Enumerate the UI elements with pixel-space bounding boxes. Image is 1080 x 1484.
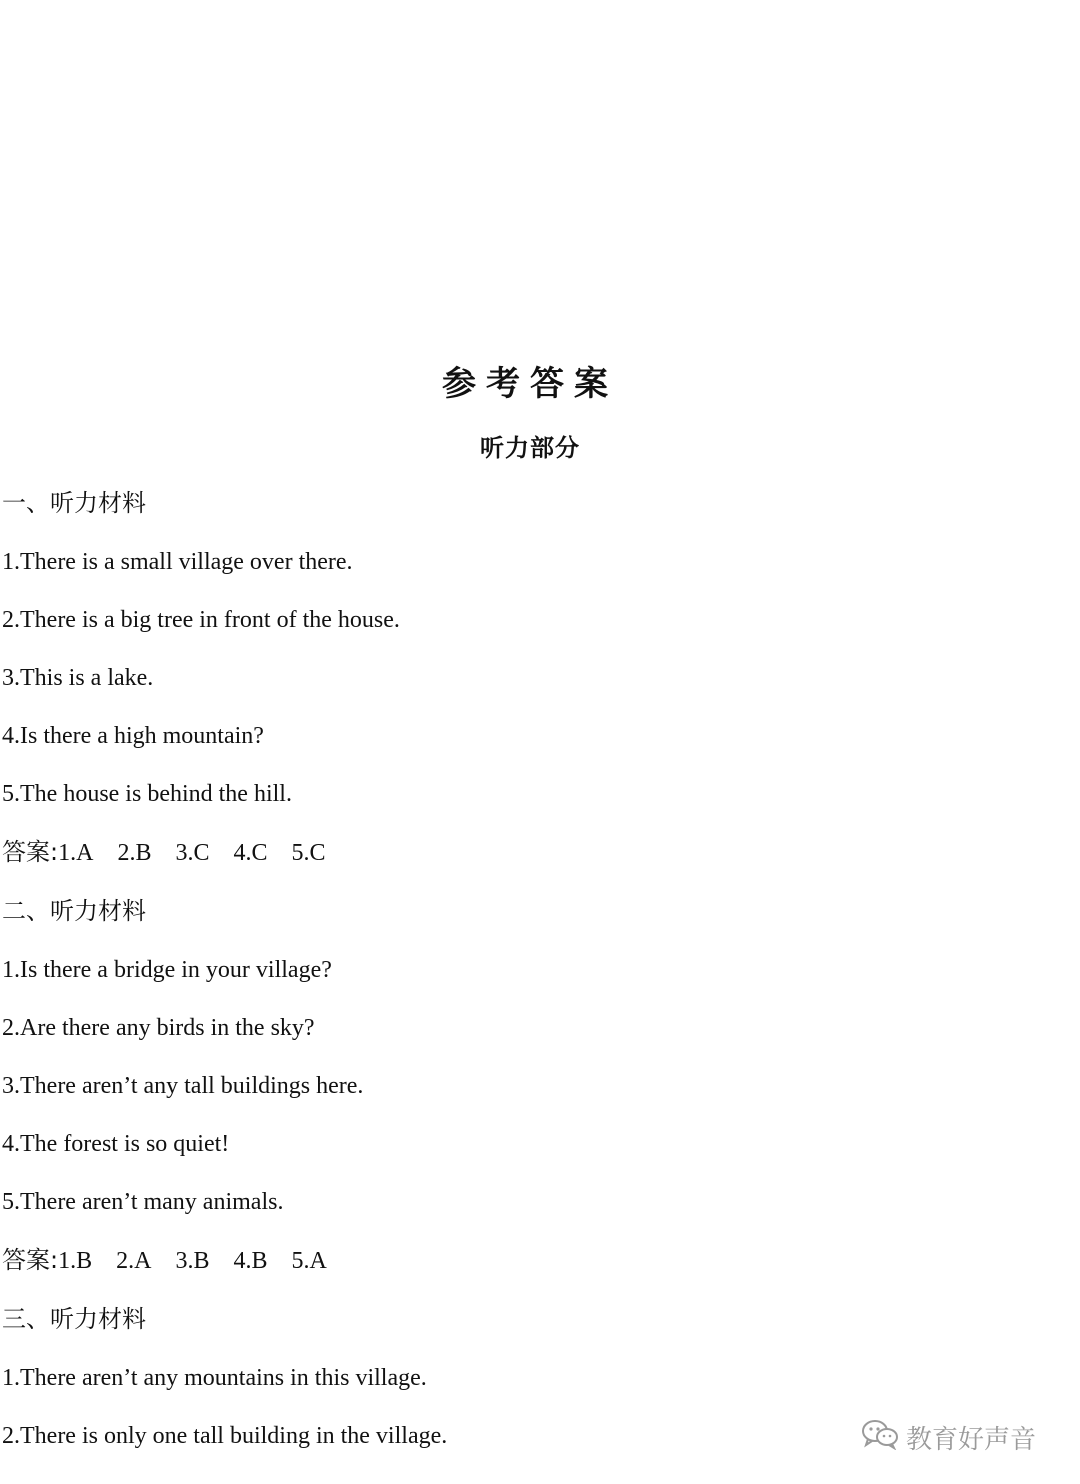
transcript-line: 4.Is there a high mountain?: [2, 723, 264, 749]
transcript-line: 3.There aren’t any tall buildings here.: [2, 1073, 364, 1099]
transcript-line: 4.The forest is so quiet!: [2, 1131, 230, 1157]
answer-prefix: 答案:: [2, 1246, 59, 1274]
answer-line-1: [2, 837, 326, 868]
transcript-line: 3.This is a lake.: [2, 665, 154, 691]
answer-item: 2.A: [116, 1248, 152, 1274]
section-subtitle: 听力部分: [480, 434, 580, 462]
transcript-line: 5.The house is behind the hill.: [2, 781, 292, 807]
section-heading-1: 一、听力材料: [2, 489, 146, 517]
watermark-text: 教育好声音: [906, 1425, 1037, 1455]
answer-prefix: 答案:: [2, 838, 59, 866]
transcript-line: 1.Is there a bridge in your village?: [2, 957, 332, 983]
answer-item: 1.B: [58, 1248, 93, 1274]
transcript-line: 2.There is a big tree in front of the house.: [2, 607, 400, 633]
answer-item: 1.A: [58, 840, 94, 866]
answer-item: 3.C: [175, 840, 210, 866]
answer-item: 2.B: [117, 840, 152, 866]
transcript-line: 2.There is only one tall building in the village.: [2, 1423, 448, 1449]
page-title: 参考答案: [442, 364, 618, 404]
answer-item: 4.B: [233, 1248, 268, 1274]
answer-item: 5.C: [291, 840, 326, 866]
section-heading-3: 三、听力材料: [2, 1305, 146, 1333]
answer-item: 5.A: [291, 1248, 327, 1274]
transcript-line: 5.There aren’t many animals.: [2, 1189, 284, 1215]
answer-item: 4.C: [233, 840, 268, 866]
transcript-line: 2.Are there any birds in the sky?: [2, 1015, 315, 1041]
transcript-line: 1.There is a small village over there.: [2, 549, 353, 575]
wechat-icon: [860, 1418, 906, 1457]
answer-line-2: [2, 1245, 327, 1276]
transcript-line: 1.There aren’t any mountains in this village.: [2, 1365, 427, 1391]
section-heading-2: 二、听力材料: [2, 897, 146, 925]
watermark: [860, 1418, 1036, 1457]
answer-item: 3.B: [175, 1248, 210, 1274]
